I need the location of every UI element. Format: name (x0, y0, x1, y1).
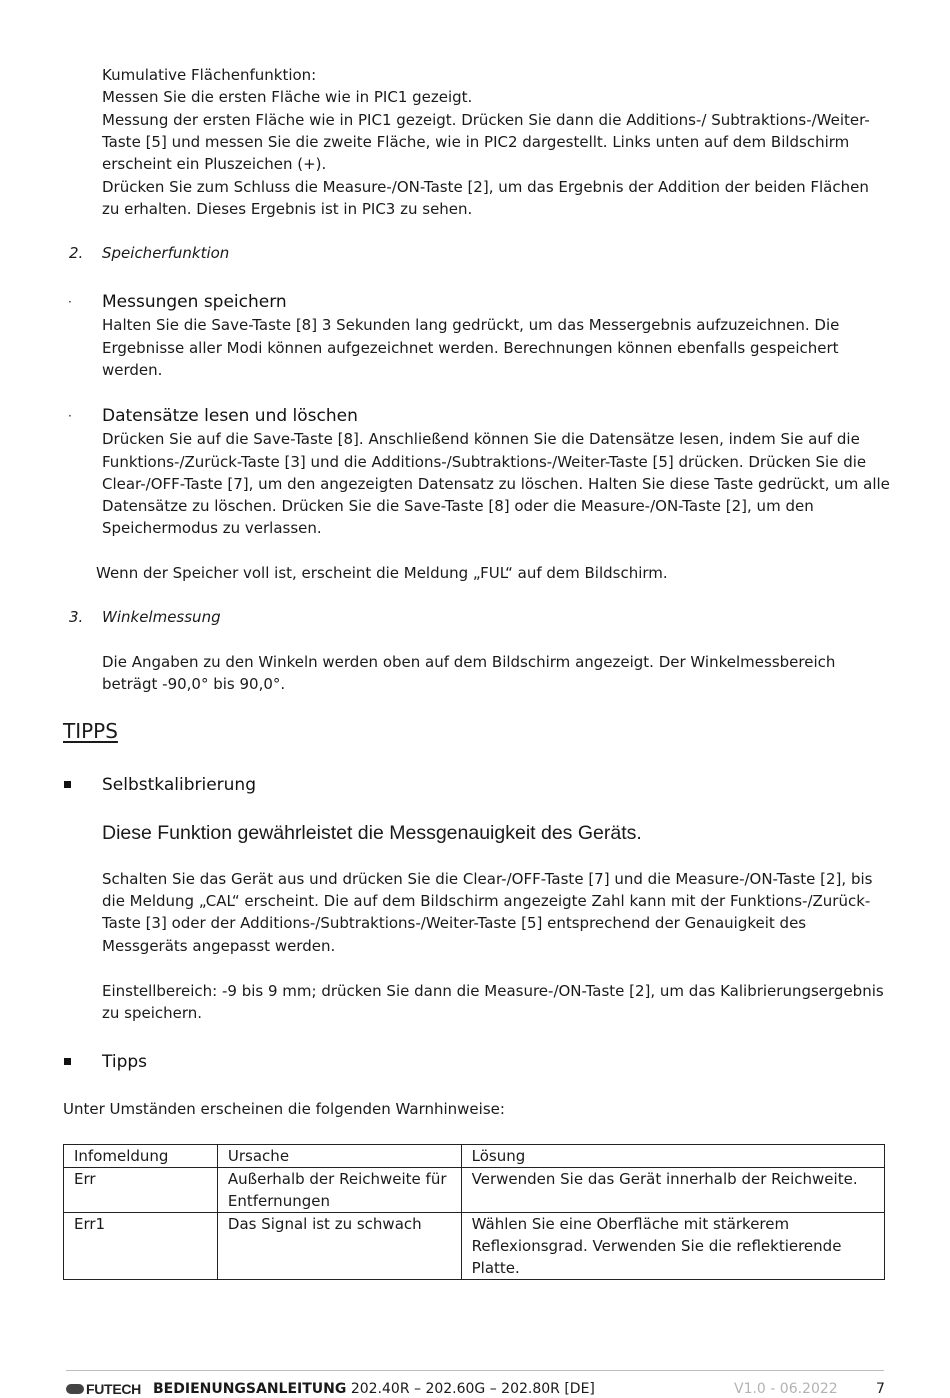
angle-line: Die Angaben zu den Winkeln werden oben auf dem Bildschirm angezeigt. Der Winkelmessbereich (102, 653, 836, 671)
model-list: 202.40R – 202.60G – 202.80R [DE] (350, 1381, 595, 1397)
section-3-title: Winkelmessung (102, 608, 221, 626)
table-cell: Err1 (64, 1213, 218, 1280)
tips-heading: Tipps (102, 1052, 148, 1072)
section-2-title: Speicherfunktion (102, 244, 230, 262)
cumulative-line: Messung der ersten Fläche wie in PIC1 gezeigt. Drücken Sie dann die Additions-/ Subtraktions-/Weiter- (102, 111, 870, 129)
calibration-heading: Selbstkalibrierung (102, 775, 256, 795)
table-row (64, 1213, 885, 1280)
calibration-line: zu speichern. (102, 1004, 203, 1022)
save-line: Halten Sie die Save-Taste [8] 3 Sekunden lang gedrückt, um das Messergebnis aufzuzeichnen. Die (102, 316, 840, 334)
table-cell: Wählen Sie eine Oberfläche mit stärkerem Reflexionsgrad. Verwenden Sie die reflektierende Platte. (461, 1213, 884, 1280)
calibration-line: Messgeräts angepasst werden. (102, 937, 336, 955)
table-header-row (64, 1145, 885, 1168)
cumulative-title: Kumulative Flächenfunktion: (102, 66, 317, 84)
brand-name: FUTECH (86, 1381, 141, 1397)
bullet-dot: · (68, 409, 72, 423)
calibration-line: Einstellbereich: -9 bis 9 mm; drücken Sie dann die Measure-/ON-Taste [2], um das Kalibrierungsergebnis (102, 982, 884, 1000)
records-heading: Datensätze lesen und löschen (102, 406, 358, 426)
records-line: Speichermodus zu verlassen. (102, 519, 322, 537)
futech-logo-icon (66, 1384, 84, 1394)
table-cell: Verwenden Sie das Gerät innerhalb der Reichweite. (461, 1168, 884, 1213)
tips-intro: Unter Umständen erscheinen die folgenden Warnhinweise: (63, 1100, 505, 1118)
table-row (64, 1168, 885, 1213)
version-label: V1.0 - 06.2022 (734, 1381, 838, 1397)
table-cell: Das Signal ist zu schwach (217, 1213, 461, 1280)
angle-line: beträgt -90,0° bis 90,0°. (102, 675, 286, 693)
save-heading: Messungen speichern (102, 292, 287, 312)
table-cell: Err (64, 1168, 218, 1213)
warning-table (63, 1144, 885, 1280)
calibration-line: Taste [3] oder der Additions-/Subtraktions-/Weiter-Taste [5] entsprechend der Genauigkeit des (102, 914, 807, 932)
bullet-square (64, 1058, 71, 1065)
cumulative-line: Taste [5] und messen Sie die zweite Fläche, wie in PIC2 dargestellt. Links unten auf dem Bildschirm (102, 133, 850, 151)
table-header-cell: Ursache (217, 1145, 461, 1168)
manual-label: BEDIENUNGSANLEITUNG (153, 1381, 347, 1397)
footer-divider (66, 1370, 884, 1371)
calibration-lead: Diese Funktion gewährleistet die Messgenauigkeit des Geräts. (102, 822, 642, 844)
records-line: Funktions-/Zurück-Taste [3] und die Additions-/Subtraktions-/Weiter-Taste [5] drücken. Drücken Sie die (102, 453, 867, 471)
footer-title (153, 1378, 595, 1398)
records-line: Clear-/OFF-Taste [7], um den angezeigten Datensatz zu löschen. Halten Sie diese Taste gedrückt, um alle (102, 475, 890, 493)
bullet-square (64, 781, 71, 788)
cumulative-line: Messen Sie die ersten Fläche wie in PIC1 gezeigt. (102, 88, 473, 106)
tipps-heading: TIPPS (63, 719, 118, 743)
table-header-cell: Lösung (461, 1145, 884, 1168)
cumulative-line: zu erhalten. Dieses Ergebnis ist in PIC3 zu sehen. (102, 200, 473, 218)
section-3-number: 3. (69, 608, 84, 626)
section-2-number: 2. (69, 244, 84, 262)
table-header-cell: Infomeldung (64, 1145, 218, 1168)
brand-logo (66, 1378, 141, 1398)
save-line: Ergebnisse aller Modi können aufgezeichnet werden. Berechnungen können ebenfalls gespeichert (102, 339, 839, 357)
table-cell: Außerhalb der Reichweite für Entfernungen (217, 1168, 461, 1213)
records-line: Drücken Sie auf die Save-Taste [8]. Anschließend können Sie die Datensätze lesen, indem Sie auf die (102, 430, 860, 448)
cumulative-line: Drücken Sie zum Schluss die Measure-/ON-Taste [2], um das Ergebnis der Addition der beiden Flächen (102, 178, 869, 196)
page-number: 7 (876, 1381, 885, 1397)
bullet-dot: · (68, 295, 72, 309)
cumulative-line: erscheint ein Pluszeichen (+). (102, 155, 327, 173)
save-line: werden. (102, 361, 163, 379)
calibration-line: Schalten Sie das Gerät aus und drücken Sie die Clear-/OFF-Taste [7] und die Measure-/ON-Taste [2], bis (102, 870, 873, 888)
memory-full-note: Wenn der Speicher voll ist, erscheint die Meldung „FUL“ auf dem Bildschirm. (96, 564, 668, 582)
records-line: Datensätze zu löschen. Drücken Sie die Save-Taste [8] oder die Measure-/ON-Taste [2], um den (102, 497, 814, 515)
calibration-line: die Meldung „CAL“ erscheint. Die auf dem Bildschirm angezeigte Zahl kann mit der Funktions-/Zurück- (102, 892, 871, 910)
